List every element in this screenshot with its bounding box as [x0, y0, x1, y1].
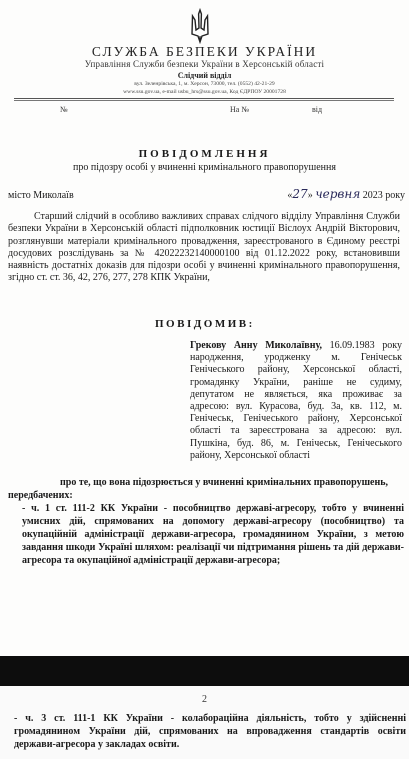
- ref-incoming: На №: [230, 105, 249, 114]
- charge-2: - ч. 3 ст. 111-1 КК України - колабораційна діяльність, тобто у здійсненні громадянином України дій, спрямованих на впровадження стандартів освіти держави-агресора у закладах освіти.: [14, 713, 406, 750]
- intro-paragraph: Старший слідчий в особливо важливих справах слідчого відділу Управління Служби безпеки України в Херсонській області підполковник юстиції Віслоух Андрій Вікторович, розглянувши матеріали кримінального провадження, зареєстрованого в Єдиному реєстрі досудових розслідувань за № 42022232140000100 від 01.12.2022 року, встановивши наявність достатніх доказів для підозри особі у вчиненні кримінального правопорушення, згідно ст. ст. 36, 42, 276, 277, 278 КПК України,: [8, 211, 400, 284]
- unit-name: Слідчий відділ: [177, 71, 232, 80]
- person-paragraph: [190, 340, 402, 462]
- page-number: 2: [202, 694, 207, 705]
- date-year: 2023 року: [362, 190, 405, 201]
- charges-block: [8, 476, 404, 567]
- page-break: [0, 656, 409, 686]
- document-subtitle: про підозру особі у вчиненні кримінального правопорушення: [73, 162, 336, 173]
- contacts-line: www.ssu.gov.ua, e-mail usbu_hrs@ssu.gov.ua, Код ЄДРПОУ 20001728: [123, 89, 286, 95]
- person-details: 16.09.1983 року народження, уродженку м. Генічеськ Генічеського району, Херсонської області, громадянку України, раніше не судиму, депутатом не являється, яка проживає за адресою: вул. Курасова, буд. 3а, кв. 112, м. Генічеськ, Генічеського району, Херсонської області та зареєстрована за адресою: вул. Пушкіна, буд. 86, м. Генічеськ, Генічеського району, Херсонської області: [190, 340, 403, 461]
- org-name: СЛУЖБА БЕЗПЕКИ УКРАЇНИ: [91, 44, 318, 59]
- date-mid: »: [307, 190, 313, 201]
- trident-icon: [188, 8, 212, 44]
- address-line: вул. Зеленрівська, 1, м. Херсон, 73000, тел. (0552) 42-21-29: [134, 81, 275, 87]
- header-divider-2: [14, 100, 394, 101]
- suspicion-line: про те, що вона підозрюється у вчиненні кримінальних правопорушень,: [60, 477, 389, 488]
- department-name: Управління Служби безпеки України в Херсонській області: [84, 59, 325, 69]
- notified-heading: ПОВІДОМИВ:: [155, 318, 255, 330]
- provided-label: передбачених:: [8, 490, 73, 501]
- header-divider: [14, 98, 394, 99]
- date-open: «: [287, 190, 293, 201]
- person-name: Грекову Анну Миколаївну,: [190, 340, 322, 351]
- document-page-2: [0, 686, 409, 759]
- charge-1: - ч. 1 ст. 111-2 КК України - пособництво державі-агресору, тобто у вчиненні умисних дій, спрямованих на допомогу державі-агресору (пособництво) та окупаційній адміністрації держави-агресора, громадянином України, з метою завдання шкоди Україні шляхом: реалізації чи підтримання рішень та дій держави-агресора та окупаційної адміністрації держави-агресора;: [22, 503, 404, 566]
- document-title: ПОВІДОМЛЕННЯ: [138, 148, 271, 160]
- date-month: червня: [315, 187, 361, 201]
- ref-number: №: [60, 105, 68, 114]
- document-date: [287, 187, 405, 201]
- ref-from: від: [312, 105, 323, 114]
- date-day: 27: [292, 187, 308, 201]
- place: місто Миколаїв: [8, 190, 74, 201]
